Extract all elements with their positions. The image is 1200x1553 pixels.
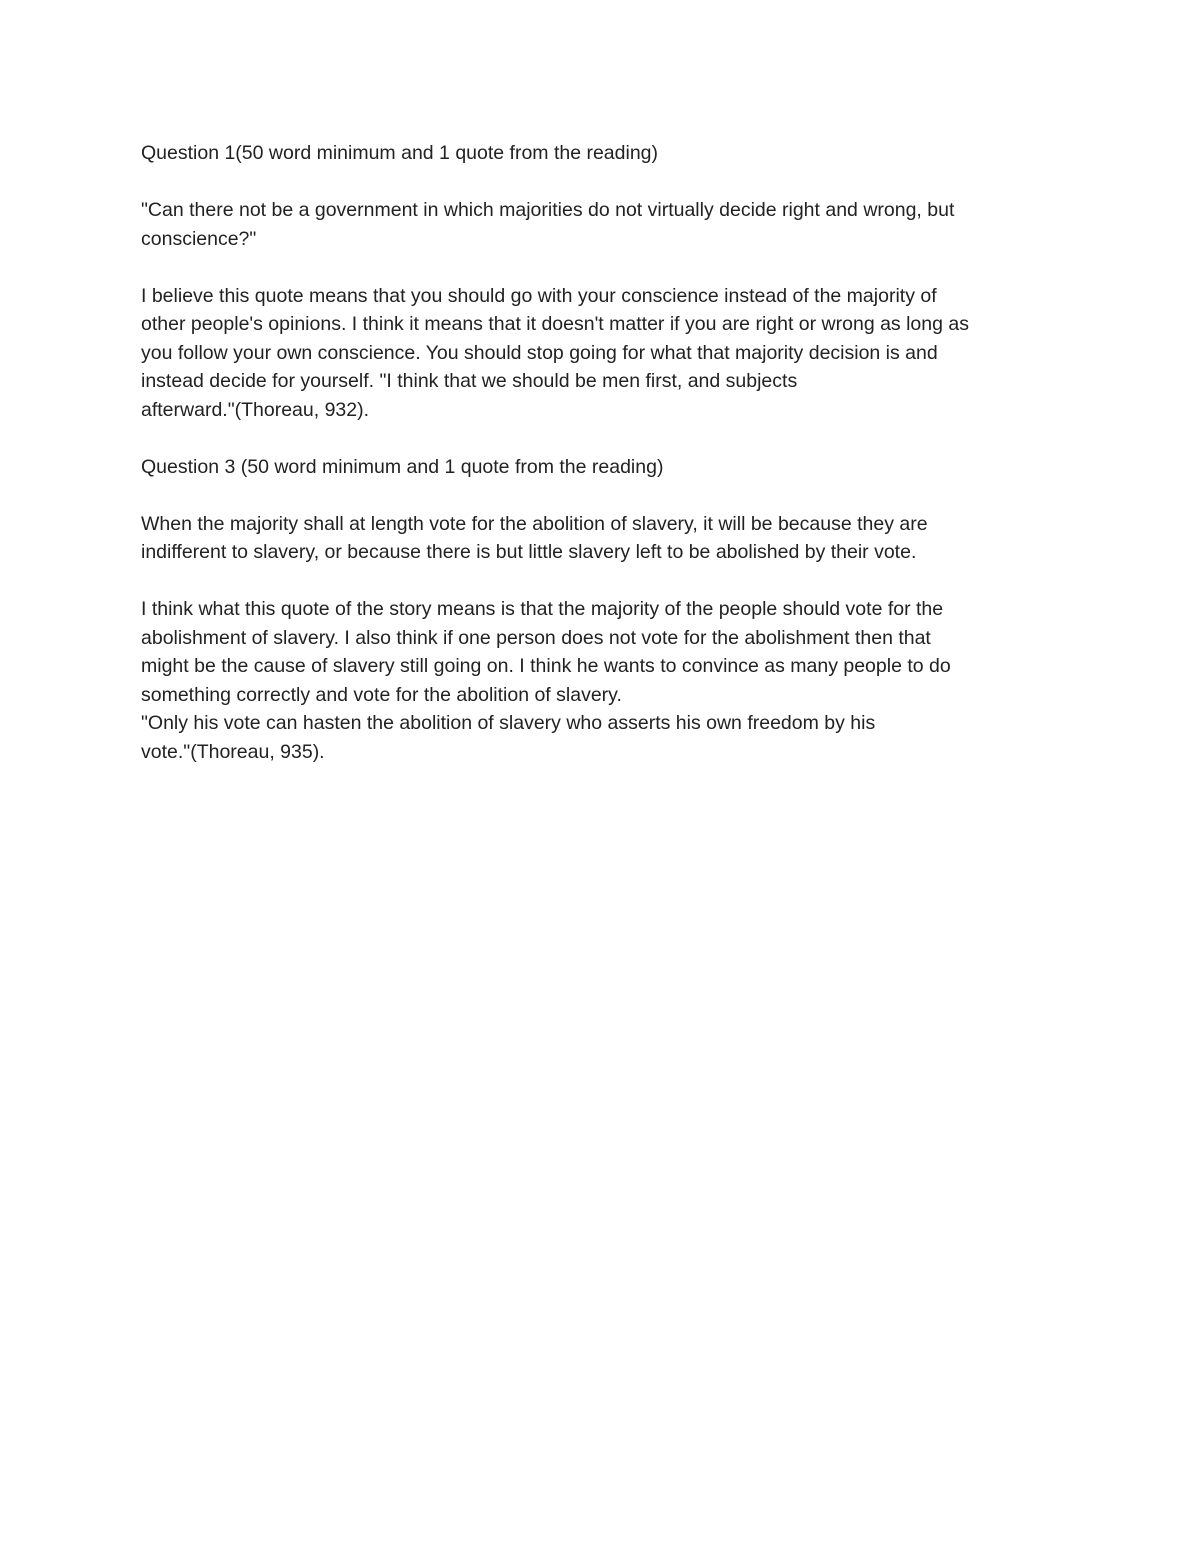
text-line: Question 1(50 word minimum and 1 quote from the reading): [141, 142, 659, 164]
question-3-heading: [141, 453, 1066, 482]
question-1-quote: [141, 196, 1066, 253]
text-line: afterward."(Thoreau, 932).: [141, 398, 370, 421]
text-line: When the majority shall at length vote for the abolition of slavery, it will be because they are: [141, 512, 928, 535]
text-line: instead decide for yourself. "I think that we should be men first, and subjects: [141, 370, 798, 392]
question-3-answer: [141, 595, 1066, 766]
text-line: you follow your own conscience. You should stop going for what that majority decision is and: [141, 341, 938, 364]
text-line: conscience?": [141, 227, 257, 250]
text-line: vote."(Thoreau, 935).: [141, 740, 325, 763]
text-line: might be the cause of slavery still going on. I think he wants to convince as many people to do: [141, 655, 951, 677]
document-body: [141, 139, 1066, 795]
question-1-heading: [141, 139, 1066, 168]
text-line: I believe this quote means that you should go with your conscience instead of the majority of: [141, 284, 937, 307]
question-1-answer: [141, 282, 1066, 425]
text-line: something correctly and vote for the abolition of slavery.: [141, 683, 622, 706]
text-line: "Can there not be a government in which majorities do not virtually decide right and wrong, but: [141, 199, 955, 221]
text-line: "Only his vote can hasten the abolition of slavery who asserts his own freedom by his: [141, 712, 876, 734]
text-line: I think what this quote of the story means is that the majority of the people should vote for the: [141, 598, 944, 620]
text-line: indifferent to slavery, or because there is but little slavery left to be abolished by their vote.: [141, 541, 917, 563]
question-3-quote: [141, 510, 1066, 567]
text-line: other people's opinions. I think it means that it doesn't matter if you are right or wrong as long as: [141, 313, 969, 335]
text-line: Question 3 (50 word minimum and 1 quote from the reading): [141, 455, 664, 478]
text-line: abolishment of slavery. I also think if one person does not vote for the abolishment then that: [141, 626, 931, 649]
